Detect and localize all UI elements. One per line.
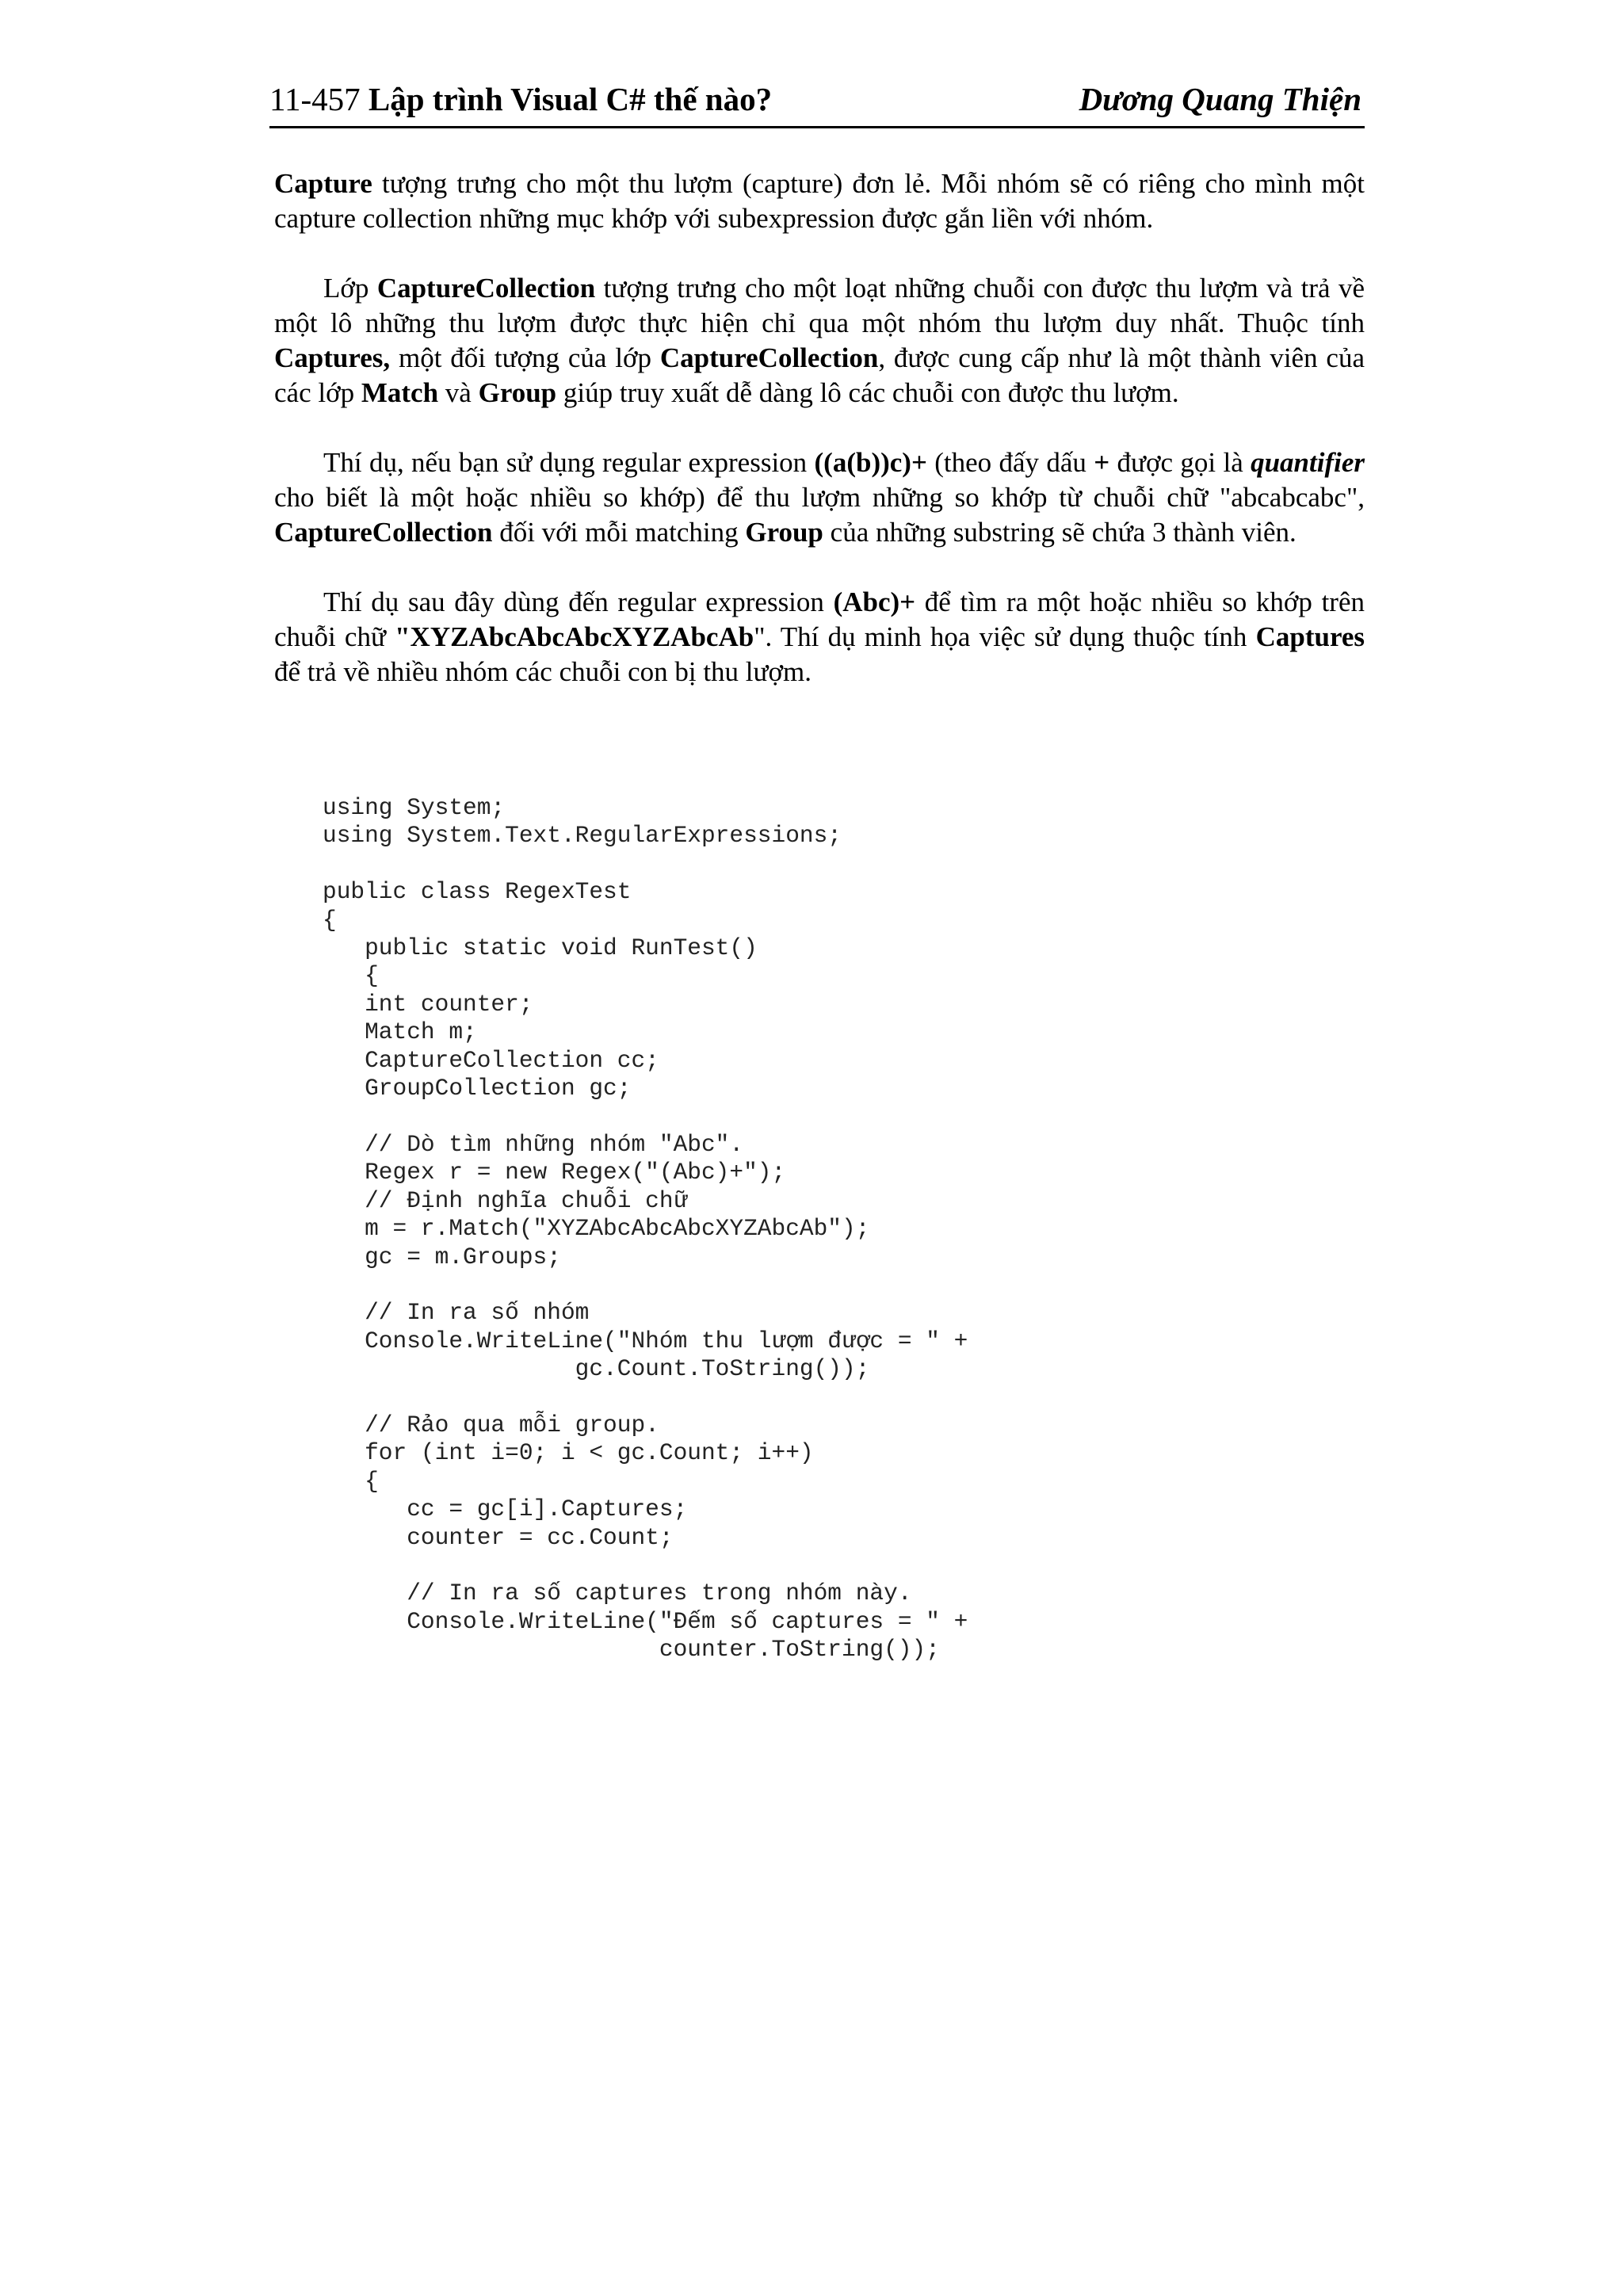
paragraph-capturecollection [274,271,1365,411]
term-regex-abc: (Abc)+ [833,586,916,617]
text-span: Lớp [323,273,377,304]
term-quantifier: quantifier [1251,447,1365,478]
paragraph-example-quantifier [274,445,1365,550]
term-captures: Captures [1255,621,1365,652]
text-span: ". Thí dụ minh họa việc sử dụng thuộc tính [754,621,1256,652]
paragraph-example-abc [274,585,1365,690]
header-rule [269,126,1365,128]
text-span: giúp truy xuất dễ dàng lô các chuỗi con được thu lượm. [556,377,1179,408]
text-span: Thí dụ sau đây dùng đến regular expression [323,586,834,617]
term-input-string: "XYZAbcAbcAbcXYZAbcAb [395,621,754,652]
term-match: Match [361,377,439,408]
author-name: Dương Quang Thiện [1079,81,1361,117]
paragraph-capture [274,166,1365,236]
text-span: để tìm ra một hoặc nhiều so khớp trên chuỗi chữ [274,586,1365,652]
code-listing: using System; using System.Text.RegularExpressions; public class RegexTest { public static void RunTest() { int counter; Match m; CaptureCollection cc; GroupCollection gc; // Dò tìm những nhóm "Abc". Regex r = new Regex("(Abc)+"); // Định nghĩa chuỗi chữ m = r.Match("XYZAbcAbcAbcXYZAbcAb"); gc = m.Groups; // In ra số nhóm Console.WriteLine("Nhóm thu lượm được = " + gc.Count.ToString()); // Rảo qua mỗi group. for (int i=0; i < gc.Count; i++) { cc = gc[i].Captures; counter = cc.Count; // In ra số captures trong nhóm này. Console.WriteLine("Đếm số captures = " + counter.ToString()); [323,794,968,1664]
book-title: Lập trình Visual C# thế nào? [368,81,773,117]
term-regex: ((a(b))c)+ [814,447,927,478]
term-group: Group [478,377,557,408]
text-span: được gọi là [1109,447,1251,478]
text-span: một đối tượng của lớp [390,342,660,373]
text-span: , được cung cấp như là một thành viên của các lớp [274,342,1365,408]
term-capturecollection: CaptureCollection [659,342,879,373]
text-span: của những substring sẽ chứa 3 thành viên. [823,517,1296,548]
term-capturecollection: CaptureCollection [376,273,596,304]
text-span: cho biết là một hoặc nhiều so khớp) để thu lượm những so khớp từ chuỗi chữ "abcabcabc", [274,482,1365,513]
term-plus: + [1094,447,1110,478]
text-span: tượng trưng cho một loạt những chuỗi con được thu lượm và trả về một lô những thu lượm được thực hiện chỉ qua một nhóm thu lượm duy nhất. Thuộc tính [274,273,1365,338]
text-span: (theo đấy dấu [926,447,1094,478]
text-span: tượng trưng cho một thu lượm (capture) đơn lẻ. Mỗi nhóm sẽ có riêng cho mình một capture collection những mục khớp với subexpression được gắn liền với nhóm. [274,168,1365,234]
page-number: 11-457 [269,81,361,117]
page-header [269,75,1361,128]
term-capturecollection: CaptureCollection [274,517,493,548]
term-capture: Capture [274,168,372,199]
term-captures: Captures, [274,342,391,373]
text-span: để trả về nhiều nhóm các chuỗi con bị thu lượm. [274,656,812,687]
text-span: Thí dụ, nếu bạn sử dụng regular expression [323,447,815,478]
term-group: Group [745,517,823,548]
text-span: và [438,377,479,408]
body-text [274,166,1365,724]
header-left [269,75,772,123]
text-span: đối với mỗi matching [492,517,746,548]
